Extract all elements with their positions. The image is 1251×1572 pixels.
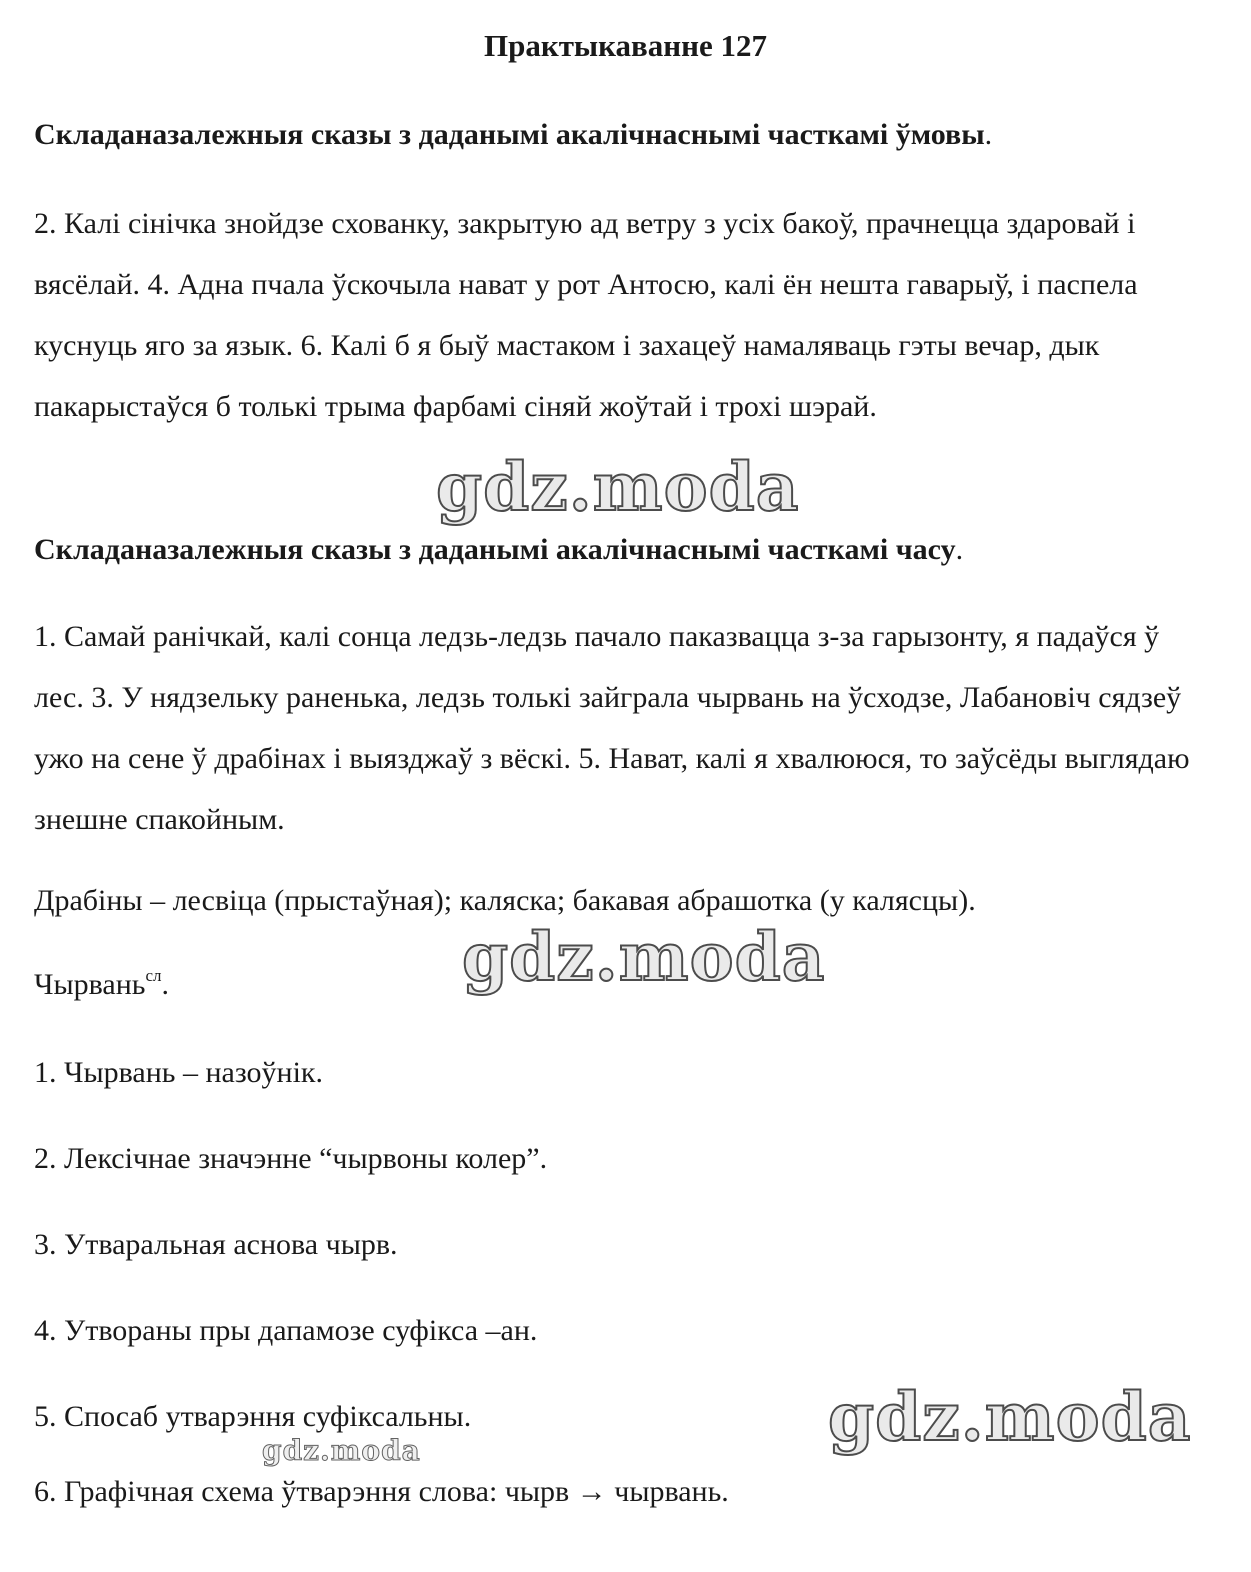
section-heading-time <box>34 533 963 567</box>
section-text-condition: 2. Калі сінічка знойдзе схованку, закрытую ад ветру з усіх бакоў, прачнецца здаровай і вясёлай. 4. Адна пчала ўскочыла нават у рот Антосю, калі ён нешта гаварыў, і паспела куснуць яго за язык. 6. Калі б я быў мастаком і захацеў намаляваць гэты вечар, дык пакарыстаўся б толькі трыма фарбамі сіняй жоўтай і трохі шэрай. <box>34 207 1138 423</box>
analysis-item: 6. Графічная схема ўтварэння слова: чырв → чырвань. <box>34 1475 729 1508</box>
definition-line: Драбіны – лесвіца (прыстаўная); каляска; бакавая абрашотка (у калясцы). <box>34 884 976 917</box>
heading-period: . <box>984 118 993 151</box>
analysed-word-period: . <box>161 968 170 1001</box>
analysis-item: 5. Спосаб утварэння суфіксальны. <box>34 1400 472 1433</box>
section-heading-condition <box>34 118 992 152</box>
page-title: Практыкаванне 127 <box>483 28 767 63</box>
analysed-word <box>34 966 169 1002</box>
watermark-logo: gdz.moda <box>436 448 800 526</box>
analysed-word-text: Чырвань <box>34 968 146 1001</box>
section-heading-condition-text: Складаназалежныя сказы з даданымі акалічнаснымі часткамі ўмовы <box>34 118 985 151</box>
watermark-logo: gdz.moda <box>462 918 826 996</box>
section-text-time: 1. Самай ранічкай, калі сонца ледзь-ледзь пачало паказвацца з-за гарызонту, я падаўся ў лес. 3. У нядзельку раненька, ледзь толькі зайграла чырвань на ўсходзе, Лабановіч сядзеў ужо на сене ў драбінах і выязджаў з вёскі. 5. Нават, калі я хвалююся, то заўсёды выглядаю знешне спакойным. <box>34 620 1190 836</box>
watermark-logo: gdz.moda <box>828 1378 1192 1456</box>
analysis-item: 4. Утвораны пры дапамозе суфікса –ан. <box>34 1314 538 1347</box>
section-heading-time-text: Складаназалежныя сказы з даданымі акалічнаснымі часткамі часу <box>34 533 956 566</box>
analysis-item: 3. Утваральная аснова чырв. <box>34 1228 398 1261</box>
analysis-item: 2. Лексічнае значэнне “чырвоны колер”. <box>34 1142 548 1175</box>
analysis-item: 1. Чырвань – назоўнік. <box>34 1056 323 1089</box>
heading-period: . <box>955 533 964 566</box>
watermark-logo-small: gdz.moda <box>262 1434 421 1467</box>
word-superscript: сл <box>145 966 162 985</box>
